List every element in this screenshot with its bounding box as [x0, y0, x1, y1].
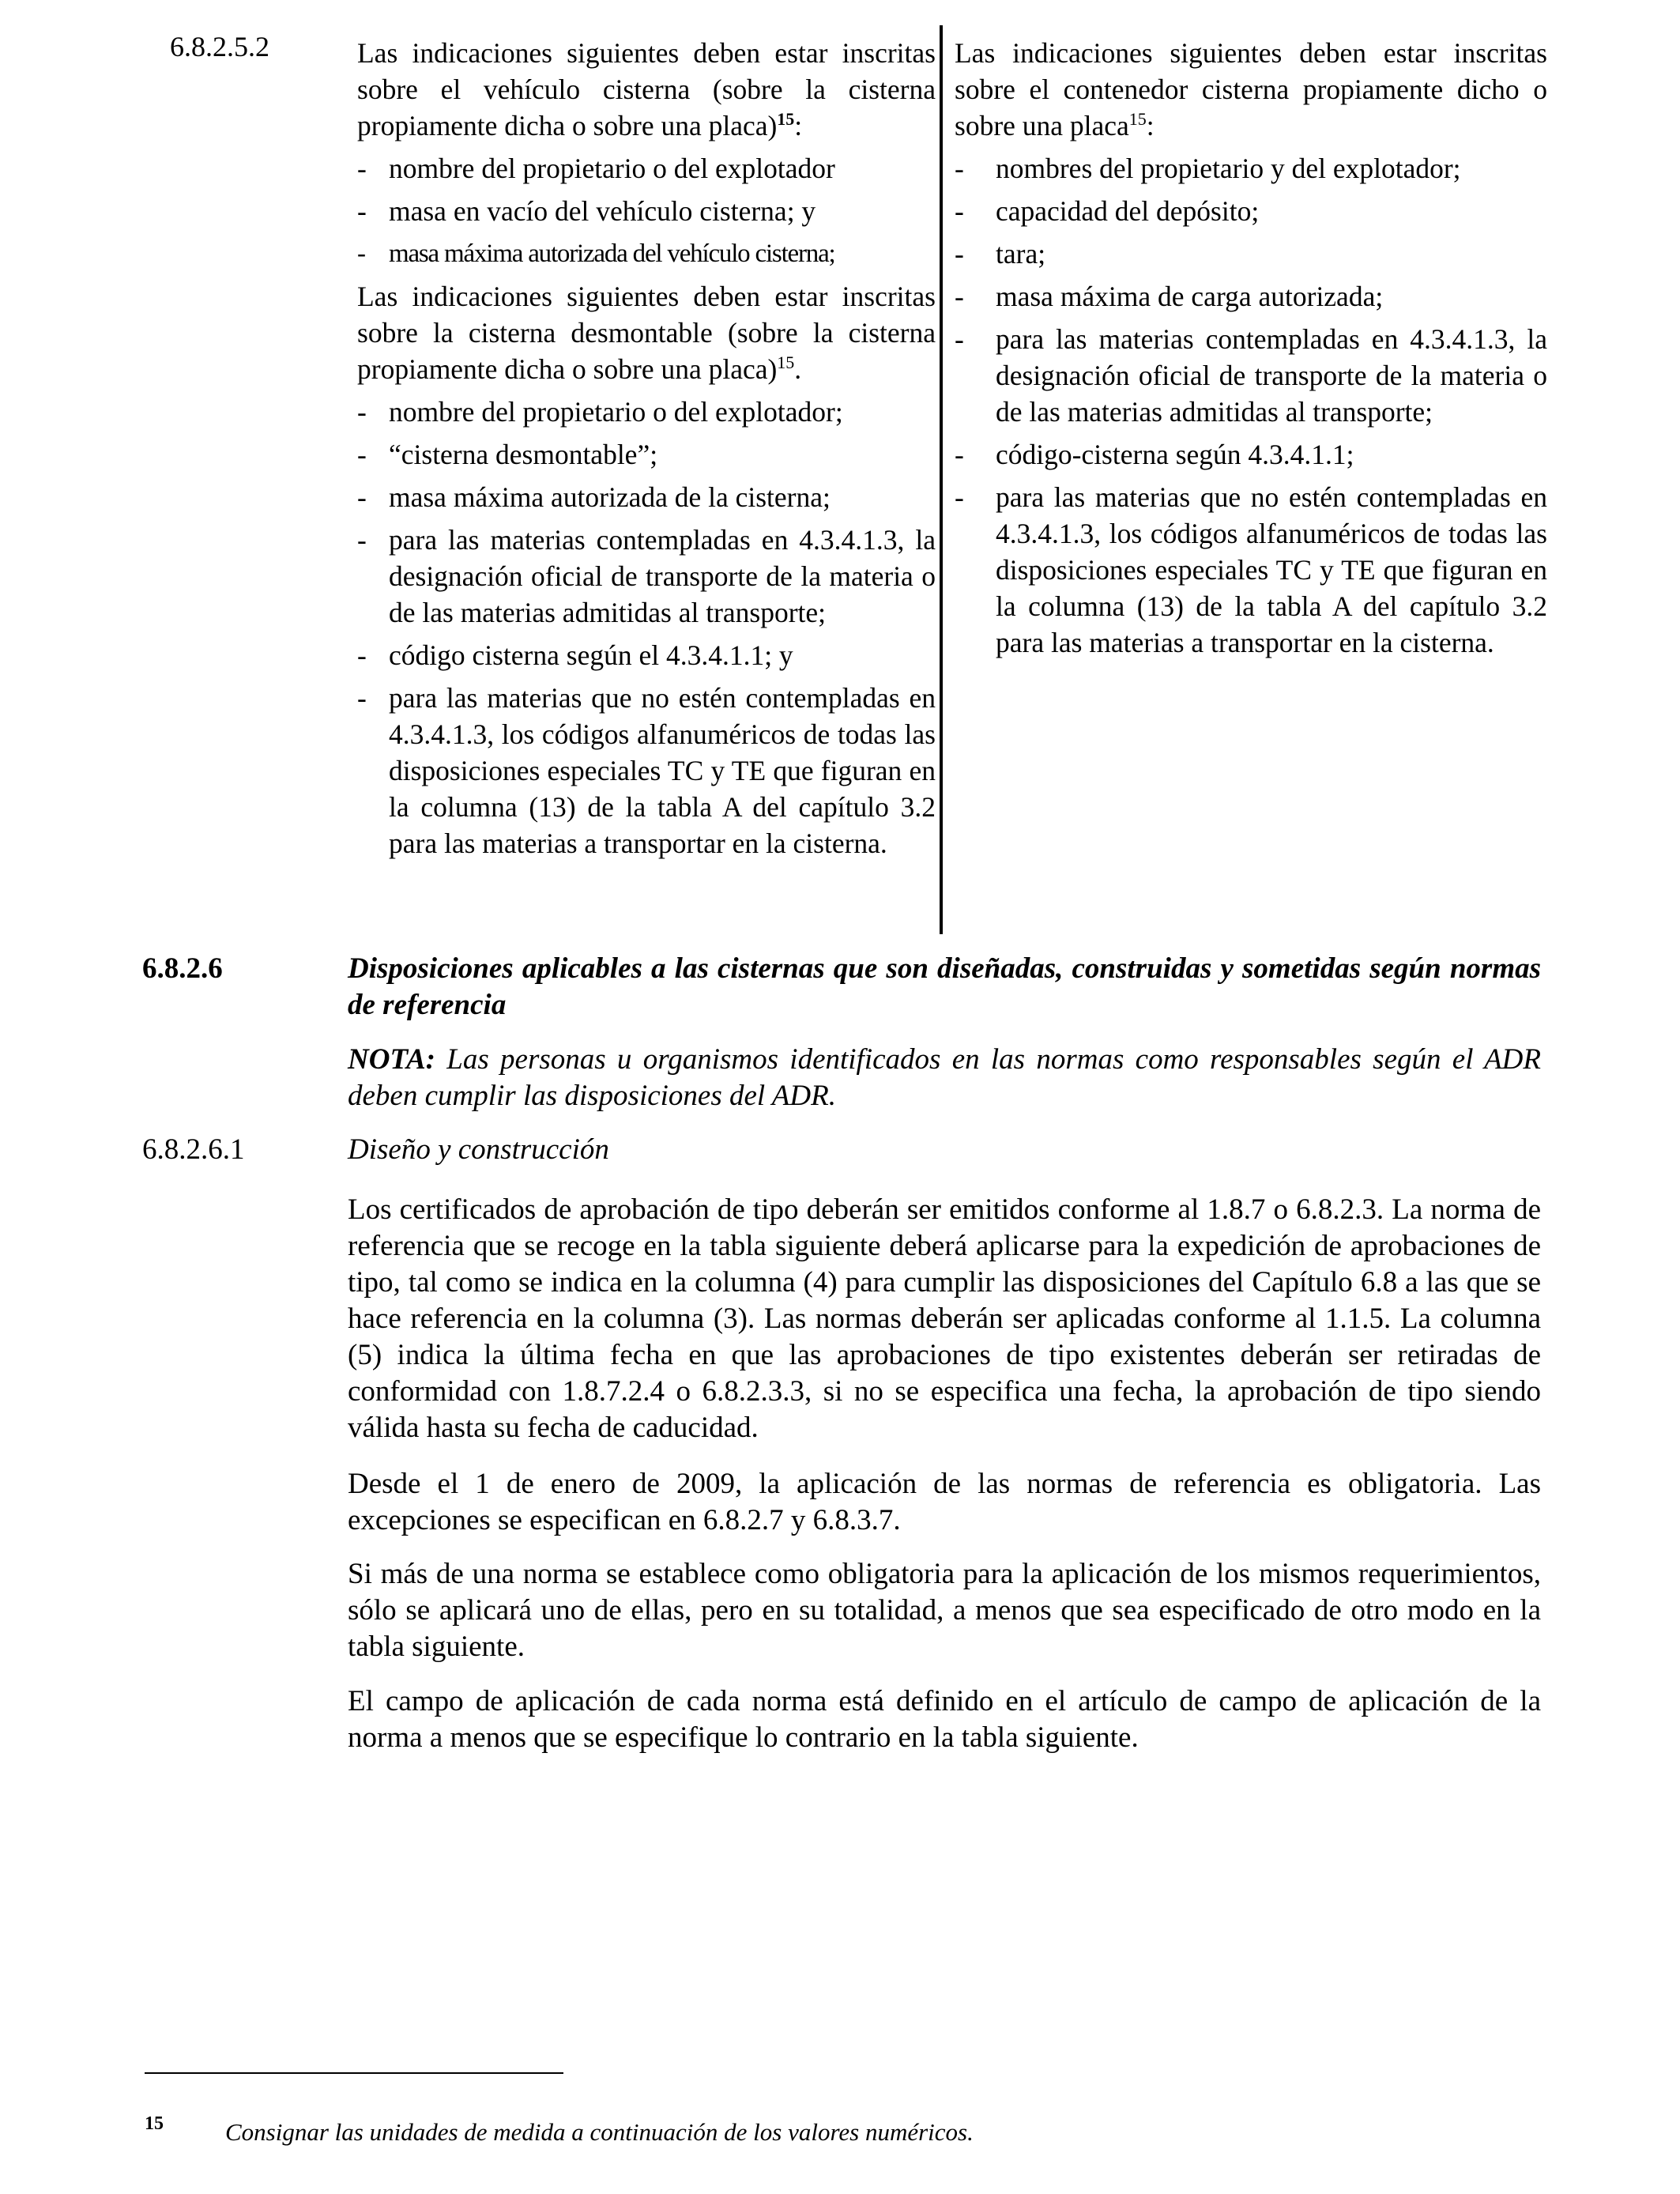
- footnote-ref: 15: [777, 352, 795, 373]
- body-paragraph-2: Desde el 1 de enero de 2009, la aplicación de las normas de referencia es obligatoria. Las excepciones se especifican en 6.8.2.7 y 6.8.3.7.: [348, 1468, 1541, 1536]
- body-paragraph-4: El campo de aplicación de cada norma está definido en el artículo de campo de aplicación de la norma a menos que se especifique lo contrario en la tabla siguiente.: [348, 1685, 1541, 1754]
- nota-label: NOTA:: [348, 1043, 435, 1076]
- left-intro-2: Las indicaciones siguientes deben estar inscritas sobre la cisterna desmontable (sobre la cisterna propiamente dicha o sobre una placa)$^{15}$.: [357, 281, 936, 385]
- list-item: - tara;: [955, 238, 1046, 270]
- list-item: - capacidad del depósito;: [955, 195, 1260, 227]
- left-column-vehiculo: [357, 35, 936, 861]
- column-divider: [940, 25, 943, 934]
- list-item: - código-cisterna según 4.3.4.1.1;: [955, 439, 1354, 470]
- list-item: - masa máxima autorizada de la cisterna;: [357, 481, 831, 513]
- footnote-text: Consignar las unidades de medida a continuación de los valores numéricos.: [225, 2118, 974, 2146]
- section-title-6826: Disposiciones aplicables a las cisternas que son diseñadas, construidas y sometidas según normas de referencia: [348, 952, 1541, 1021]
- left-intro-1: Las indicaciones siguientes deben estar inscritas sobre el vehículo cisterna (sobre la cisterna propiamente dicha o sobre una placa)$^{15}$:: [357, 37, 936, 141]
- list-item: - nombre del propietario o del explotador: [357, 153, 835, 184]
- list-item: - para las materias que no estén contempladas en 4.3.4.1.3, los códigos alfanuméricos de todas las disposiciones especiales TC y TE que figuran en la columna (13) de la tabla A del capítulo 3.2 para las materias a transportar en la cisterna.: [357, 682, 936, 859]
- list-item: - para las materias contempladas en 4.3.4.1.3, la designación oficial de transporte de la materia o de las materias admitidas al transporte;: [955, 323, 1547, 428]
- section-number-68261: 6.8.2.6.1: [142, 1133, 245, 1166]
- list-item: - masa en vacío del vehículo cisterna; y: [357, 195, 816, 227]
- section-number-6826: 6.8.2.6: [142, 952, 223, 985]
- nota-text: Las personas u organismos identificados en las normas como responsables según el ADR deben cumplir las disposiciones del ADR.: [348, 1043, 1542, 1112]
- footnote-ref: 15: [777, 109, 795, 130]
- list-item: - para las materias contempladas en 4.3.4.1.3, la designación oficial de transporte de la materia o de las materias admitidas al transporte;: [357, 524, 936, 628]
- list-item: - masa máxima de carga autorizada;: [955, 281, 1384, 312]
- right-column-contenedor: [955, 35, 1547, 661]
- body-paragraph-3: Si más de una norma se establece como obligatoria para la aplicación de los mismos requerimientos, sólo se aplicará uno de ellas, pero en su totalidad, a menos que sea especificado de otro modo en la tabla siguiente.: [348, 1558, 1541, 1663]
- section-title-68261: Diseño y construcción: [348, 1133, 609, 1166]
- list-item: - código cisterna según el 4.3.4.1.1; y: [357, 639, 793, 671]
- body-paragraph-1: Los certificados de aprobación de tipo deberán ser emitidos conforme al 1.8.7 o 6.8.2.3. La norma de referencia que se recoge en la tabla siguiente deberá aplicarse para la expedición de aprobaciones de tipo, tal como se indica en la columna (4) para cumplir las disposiciones del Capítulo 6.8 a las que se hace referencia en la columna (3). Las normas deberán ser aplicadas conforme al 1.1.5. La columna (5) indica la última fecha en que las aprobaciones de tipo existentes deberán ser retiradas de conformidad con 1.8.7.2.4 o 6.8.2.3.3, si no se especifica una fecha, la aprobación de tipo siendo válida hasta su fecha de caducidad.: [348, 1193, 1541, 1444]
- list-item: - masa máxima autorizada del vehículo cisterna;: [357, 239, 835, 268]
- list-item: - nombre del propietario o del explotador;: [357, 396, 843, 428]
- footnote-separator: [145, 2072, 563, 2074]
- footnote-number: 15: [145, 2113, 164, 2134]
- right-intro: Las indicaciones siguientes deben estar inscritas sobre el contenedor cisterna propiamente dicho o sobre una placa$^{15}$:: [955, 37, 1547, 141]
- list-item: - para las materias que no estén contempladas en 4.3.4.1.3, los códigos alfanuméricos de todas las disposiciones especiales TC y TE que figuran en la columna (13) de la tabla A del capítulo 3.2 para las materias a transportar en la cisterna.: [955, 481, 1547, 658]
- section-number-6825-2: 6.8.2.5.2: [170, 31, 269, 62]
- footnote-ref: 15: [1128, 109, 1147, 130]
- list-item: - “cisterna desmontable”;: [357, 439, 658, 470]
- list-item: - nombres del propietario y del explotador;: [955, 153, 1461, 184]
- nota-paragraph: [348, 1042, 1541, 1114]
